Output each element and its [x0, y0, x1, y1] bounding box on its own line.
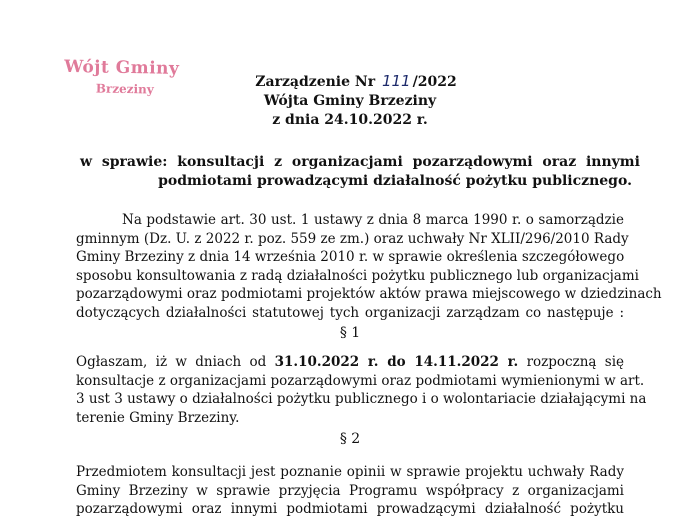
section-1-paragraph — [76, 353, 647, 427]
title-prefix: Zarządzenie Nr — [255, 74, 376, 90]
subject-word: z — [274, 154, 283, 170]
preamble-line: pozarządowymi oraz podmiotami projektów aktów prawa miejscowego w dziedzinach — [76, 286, 662, 302]
subject-word: innymi — [585, 154, 640, 170]
preamble-line: Gminy Brzeziny z dnia 14 września 2010 r. w sprawie określenia szczegółowego — [76, 249, 625, 265]
section-1-line: konsultacje z organizacjami pozarządowymi oraz podmiotami wymienionymi w art. — [76, 372, 645, 389]
preamble-line: sposobu konsultowania z radą działalności pożytku publicznego lub organizacjami — [76, 267, 639, 284]
handwritten-number: 111 — [381, 72, 411, 90]
document-issuer: Wójta Gminy Brzeziny — [263, 93, 437, 109]
document-header — [0, 72, 700, 130]
subject-word: oraz — [542, 154, 577, 170]
preamble-line: gminnym (Dz. U. z 2022 r. poz. 559 ze zm.) oraz uchwały Nr XLII/296/2010 Rady — [76, 230, 629, 247]
preamble-line: Na podstawie art. 30 ust. 1 ustawy z dnia 8 marca 1990 r. o samorządzie — [122, 212, 624, 228]
document-subject — [80, 153, 640, 191]
section-marker-2: § 2 — [339, 431, 361, 447]
announcement-text-end: rozpoczną się — [526, 354, 625, 370]
section-1-line: terenie Gminy Brzeziny. — [76, 409, 240, 426]
document-title — [0, 72, 700, 92]
section-marker-1: § 1 — [339, 325, 361, 341]
subject-label-word-2: sprawie: — [101, 154, 168, 170]
announcement-text: Ogłaszam, iż w dniach od — [76, 354, 267, 370]
preamble-paragraph — [76, 211, 662, 322]
subject-word: pozarządowymi — [412, 154, 533, 170]
section-2-line: Gminy Brzeziny w sprawie przyjęcia Programu współpracy z organizacjami — [76, 482, 624, 499]
subject-label-word-1: w — [80, 154, 93, 170]
section-2-line: pozarządowymi oraz innymi podmiotami prowadzącymi działalność pożytku — [76, 501, 624, 517]
section-2-line: Przedmiotem konsultacji jest poznanie opinii w sprawie projektu uchwały Rady — [76, 464, 624, 480]
subject-word: organizacjami — [291, 154, 403, 170]
section-2-paragraph — [76, 463, 624, 519]
document-date: z dnia 24.10.2022 r. — [272, 112, 428, 128]
consultation-dates: 31.10.2022 r. do 14.11.2022 r. — [274, 354, 519, 370]
subject-line-1 — [80, 153, 640, 172]
subject-word: konsultacji — [177, 154, 265, 170]
preamble-line: dotyczących działalności statutowej tych organizacji zarządzam co następuje : — [76, 304, 624, 321]
subject-line-2: podmiotami prowadzącymi działalność pożytku publicznego. — [158, 173, 632, 189]
stamp-line-office: Wójt Gminy — [64, 56, 180, 79]
section-1-first-line — [76, 353, 624, 372]
title-suffix: /2022 — [412, 74, 457, 90]
section-1-line: 3 ust 3 ustawy o działalności pożytku publicznego i o wolontariacie działającymi na — [76, 391, 647, 407]
stamp-line-place: Brzeziny — [95, 81, 154, 97]
